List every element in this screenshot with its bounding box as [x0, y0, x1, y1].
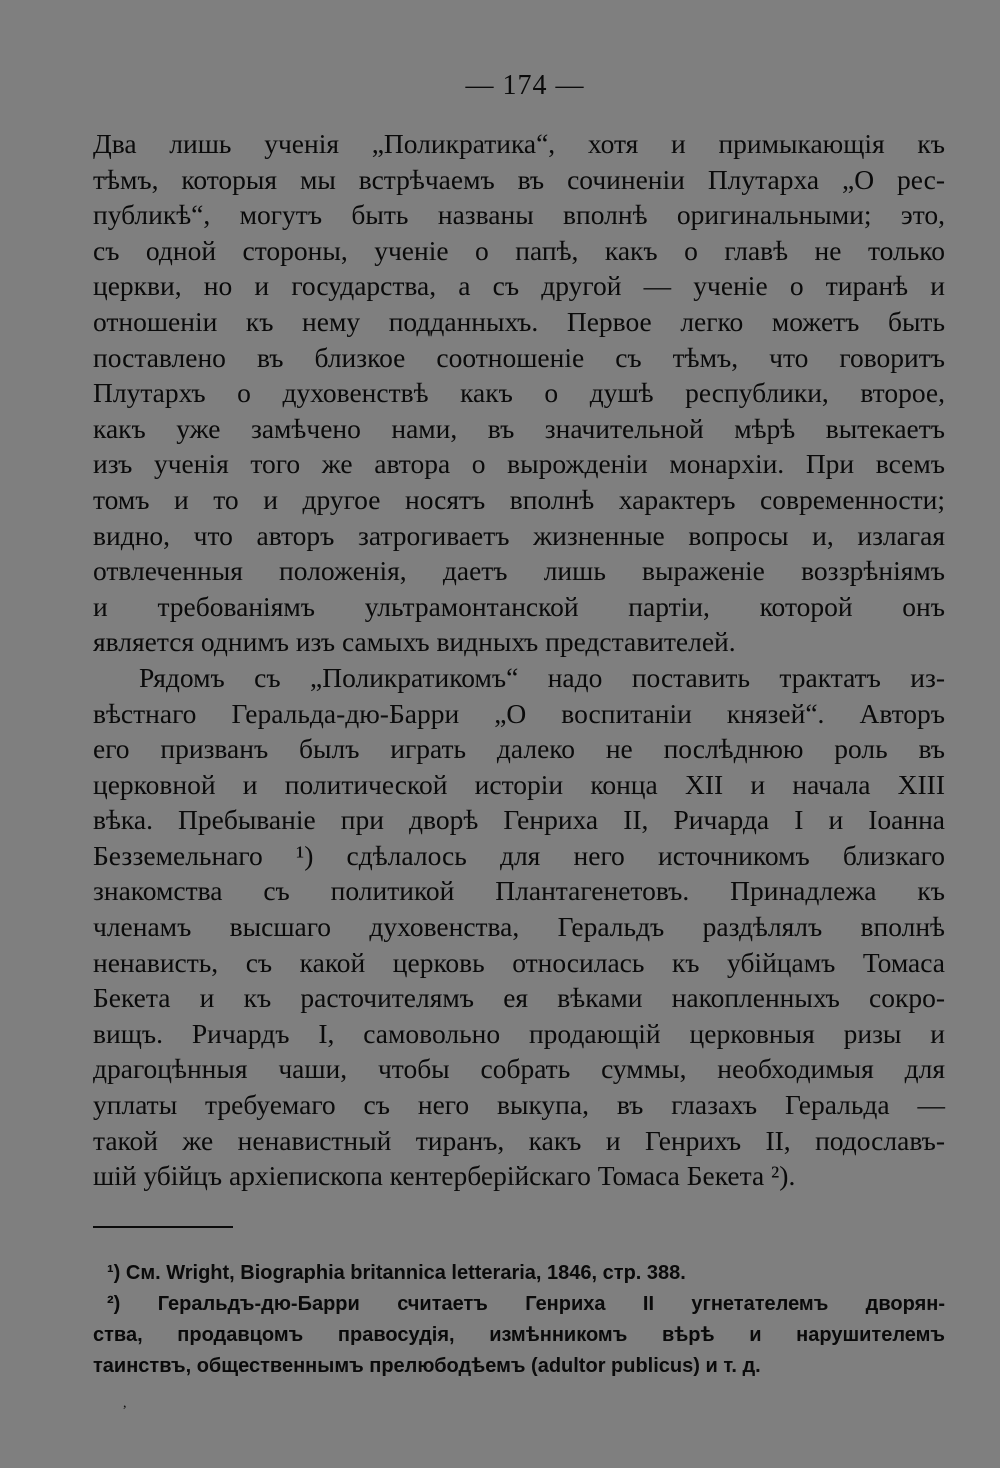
page-number: — 174 — — [465, 70, 585, 101]
text-line: вищъ. Ричардъ I, самовольно продающій церковныя ризы и — [93, 1017, 945, 1049]
scan-speck: , — [123, 1396, 127, 1411]
text-line: Два лишь ученія „Поликратика“, хотя и примыкающія къ — [93, 128, 945, 159]
footnote-2-line: ²) Геральдъ-дю-Барри считаетъ Генриха II угнетателемъ дворян- — [107, 1293, 945, 1315]
text-line: ненависть, съ какой церковь относилась къ убійцамъ Томаса — [93, 946, 945, 978]
body-text — [93, 126, 945, 1194]
paragraph-1 — [93, 126, 945, 660]
paragraph-2 — [93, 660, 945, 1194]
text-line: знакомства съ политикой Плантагенетовъ. Принадлежа къ — [93, 875, 945, 907]
text-line: драгоцѣнныя чаши, чтобы собрать суммы, необходимыя для — [93, 1053, 945, 1085]
text-line: Рядомъ съ „Поликратикомъ“ надо поставить трактатъ из- — [139, 661, 945, 693]
text-line: церковной и политической исторіи конца XII и начала XIII — [93, 768, 945, 800]
text-line: Плутархъ о духовенствѣ какъ о душѣ республики, второе, — [93, 377, 945, 409]
text-line: публикѣ“, могутъ быть названы вполнѣ оригинальными; это, — [93, 199, 945, 231]
text-line: Бекета и къ расточителямъ ея вѣками накопленныхъ сокро- — [93, 982, 945, 1014]
text-line: вѣстнаго Геральда-дю-Барри „О воспитаніи князей“. Авторъ — [93, 697, 945, 729]
text-line: какъ уже замѣчено нами, въ значительной мѣрѣ вытекаетъ — [93, 412, 945, 444]
text-line: поставлено въ близкое соотношеніе съ тѣмъ, что говоритъ — [93, 341, 945, 373]
text-line: его призванъ былъ играть далеко не послѣднюю роль въ — [93, 733, 945, 765]
footnotes — [93, 1258, 945, 1382]
text-line: отношеніи къ нему подданныхъ. Первое легко можетъ быть — [93, 305, 945, 337]
footnote-divider — [93, 1226, 233, 1228]
text-line: церкви, но и государства, а съ другой — ученіе о тиранѣ и — [93, 270, 945, 302]
footnote-2-line: таинствъ, общественнымъ прелюбодѣемъ (adultor publicus) и т. д. — [93, 1355, 761, 1377]
text-line: Безземельнаго ¹) сдѣлалось для него источникомъ близкаго — [93, 839, 945, 871]
text-line: томъ и то и другое носятъ вполнѣ характеръ современности; — [93, 483, 945, 515]
text-line: изъ ученія того же автора о вырожденіи монархіи. При всемъ — [93, 448, 945, 480]
footnote-1: ¹) См. Wright, Biographia britannica letteraria, 1846, стр. 388. — [107, 1262, 686, 1284]
text-line: является однимъ изъ самыхъ видныхъ представителей. — [93, 626, 736, 658]
text-line: членамъ высшаго духовенства, Геральдъ раздѣлялъ вполнѣ — [93, 911, 945, 943]
text-line: шій убійцъ архіепископа кентерберійскаго Томаса Бекета ²). — [93, 1160, 796, 1192]
text-line: отвлеченныя положенія, даетъ лишь выраженіе воззрѣніямъ — [93, 555, 945, 587]
text-line: вѣка. Пребываніе при дворѣ Генриха II, Ричарда I и Іоанна — [93, 804, 945, 836]
text-line: и требованіямъ ультрамонтанской партіи, которой онъ — [93, 590, 945, 622]
text-line: такой же ненавистный тиранъ, какъ и Генрихъ II, подославъ- — [93, 1124, 945, 1156]
text-line: тѣмъ, которыя мы встрѣчаемъ въ сочиненіи Плутарха „О рес- — [93, 163, 945, 195]
footnote-2-line: ства, продавцомъ правосудія, измѣнникомъ вѣрѣ и нарушителемъ — [93, 1324, 945, 1346]
text-line: видно, что авторъ затрогиваетъ жизненные вопросы и, излагая — [93, 519, 945, 551]
text-line: съ одной стороны, ученіе о папѣ, какъ о главѣ не только — [93, 234, 945, 266]
text-line: уплаты требуемаго съ него выкупа, въ глазахъ Геральда — — [93, 1089, 945, 1121]
